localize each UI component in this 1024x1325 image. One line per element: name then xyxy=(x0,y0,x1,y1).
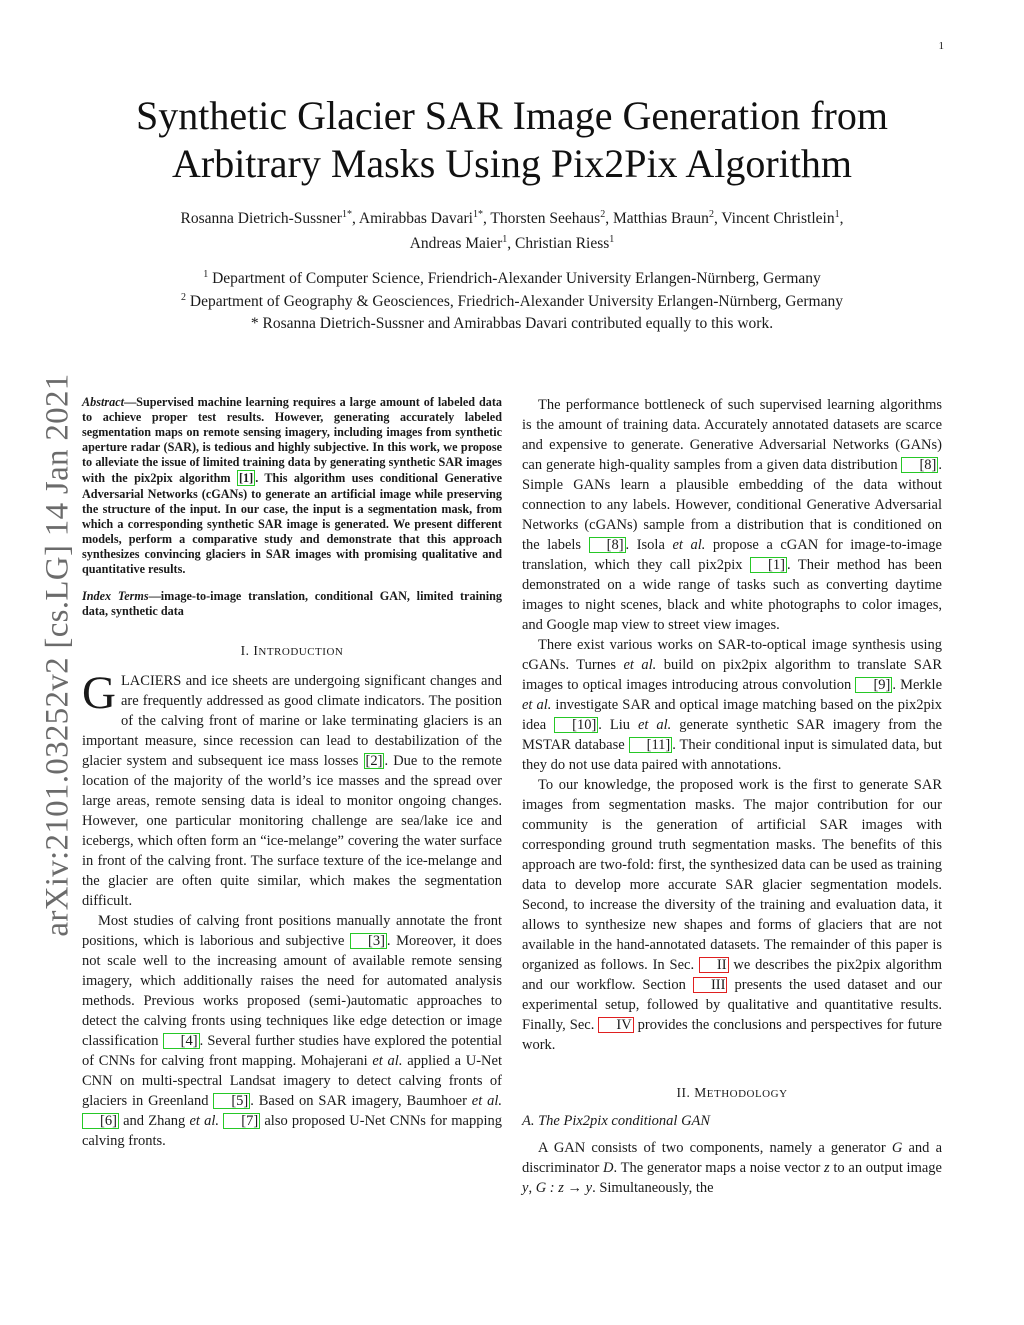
paragraph-text: . Moreover, it does not scale well to the increasing amount of available remote sensing imagery, which additionally raises the need for automated analysis methods. Previous works proposed (semi-)automatic approaches to detect the calving fronts using techniques like edge detection or image classification xyxy=(82,933,502,1050)
math-symbol: G xyxy=(891,1140,903,1156)
paragraph-text: to an output image xyxy=(829,1160,942,1176)
citation-link[interactable]: [10] xyxy=(554,717,598,733)
paragraph-text: , xyxy=(528,1180,536,1196)
equal-contribution-note: * Rosanna Dietrich-Sussner and Amirabbas Davari contributed equally to this work. xyxy=(250,315,774,332)
index-terms-text: —image-to-image translation, conditional GAN, limited training data, synthetic data xyxy=(82,589,502,619)
paragraph-text: and Zhang xyxy=(118,1113,190,1130)
et-al: et al. xyxy=(672,537,706,553)
abstract-text: —Supervised machine learning requires a large amount of labeled data to achieve proper test results. However, generating accurately labeled segmentation maps on remote sensing imagery, including images from synthetic aperture radar (SAR), is tedious and highly subjective. In this work, we propose to alleviate the issue of limited training data by generating synthetic SAR images with the pix2pix algorithm xyxy=(82,395,502,486)
citation-link[interactable]: [1] xyxy=(238,471,254,486)
section-title-initial: I xyxy=(253,643,259,659)
affiliation-mark: 2 xyxy=(181,291,187,303)
intro-paragraph-1 xyxy=(82,667,502,911)
affiliation-list xyxy=(80,268,944,336)
index-terms-label: Index Terms xyxy=(82,589,149,604)
author-affiliation-mark: 2 xyxy=(600,208,606,220)
author-list: Rosanna Dietrich-Sussner$^{1*}$, Amirabbas Davari$^{1*}$, Thorsten Seehaus$^2$, Matthias Braun$^2$, Vincent Christlein$^1$, Andreas Maier$^1$, Christian Riess$^1$ xyxy=(180,208,844,252)
section-numeral: II. xyxy=(676,1085,691,1100)
title-line-2: Arbitrary Masks Using Pix2Pix Algorithm xyxy=(171,141,853,186)
paragraph-text: . Isola xyxy=(625,537,673,553)
methodology-paragraph-1 xyxy=(522,1138,942,1198)
left-column xyxy=(82,395,502,1151)
paragraph-text: The performance bottleneck of such supervised learning algorithms is the amount of training data. Accurately annotated datasets are scarce and expensive to generate. Generative Adversarial Networks (GANs) can generate high-quality samples from a given data distribution xyxy=(522,397,942,473)
affiliation-line xyxy=(80,291,944,314)
math-symbol: z xyxy=(824,1160,830,1176)
section-title-rest: ETHODOLOGY xyxy=(706,1088,788,1100)
paper-title xyxy=(80,92,944,188)
author-name: Vincent Christlein xyxy=(721,210,835,227)
author-affiliation-mark: 1 xyxy=(609,233,615,245)
paragraph-text: . Simultaneously, the xyxy=(592,1180,714,1196)
citation-link[interactable]: [5] xyxy=(213,1093,250,1109)
section-heading-methodology xyxy=(522,1085,942,1101)
et-al: et al. xyxy=(372,1053,403,1070)
paragraph-text: There exist various works on SAR-to-optical image synthesis using cGANs. Turnes xyxy=(522,637,942,673)
right-column xyxy=(522,395,942,1198)
citation-link[interactable]: [8] xyxy=(901,457,938,473)
arxiv-identifier: arXiv:2101.03252v2 [cs.LG] 14 Jan 2021 xyxy=(39,373,76,937)
paragraph-text: provides the conclusions and perspectives for future work. xyxy=(522,1017,942,1053)
author-affiliation-mark: 1* xyxy=(341,208,352,220)
et-al: et al. xyxy=(522,697,552,713)
title-line-1: Synthetic Glacier SAR Image Generation from xyxy=(136,93,888,138)
paragraph-text: To our knowledge, the proposed work is the first to generate SAR images from segmentation masks. The major contribution for our community is the generation of artificial SAR images with corresponding ground truth segmentation masks. The benefits of this approach are two-fold: first, the synthesized data can be used as training data to develop more accurate SAR glacier segmentation models. Second, to increase the diversity of the training and evaluation data, it allows to synthesize new shapes and forms of glaciers that are not available in the hand-annotated datasets. The remainder of this paper is organized as follows. In Sec. xyxy=(522,777,942,973)
paragraph-text: investigate SAR and optical image matching based on the pix2pix idea xyxy=(522,697,942,733)
paragraph-text: LACIERS and ice sheets are undergoing significant changes and are frequently addressed as good climate indicators. The position of the calving front of marine or lake terminating glaciers is an important measure, since recession can lead to destabilization of the glacier system and subsequent ice mass losses xyxy=(82,673,502,770)
paragraph-text: applied a U-Net CNN on multi-spectral Landsat imagery to detect calving fronts of glaciers in Greenland xyxy=(82,1053,502,1110)
paragraph-text: . Their conditional input is simulated data, but they do not use data paired with annotations. xyxy=(522,737,942,773)
abstract xyxy=(82,395,502,577)
et-al: et al. xyxy=(623,657,657,673)
paragraph-text: A GAN consists of two components, namely a generator xyxy=(538,1140,892,1156)
author-name: Matthias Braun xyxy=(612,210,709,227)
intro-paragraph-2 xyxy=(82,911,502,1151)
paragraph-text: . The generator maps a noise vector xyxy=(613,1160,825,1176)
paragraph-text: . Liu xyxy=(598,717,638,733)
section-link[interactable]: IV xyxy=(598,1017,633,1033)
author-name: Christian Riess xyxy=(514,235,610,252)
paragraph-text: . Several further studies have explored the potential of CNNs for calving front mapping. Mohajerani xyxy=(82,1033,502,1070)
intro-paragraph-5 xyxy=(522,775,942,1055)
paragraph-text: we describes the pix2pix algorithm and our workflow. Section xyxy=(522,957,942,993)
et-al: et al. xyxy=(637,717,672,733)
affiliation-line xyxy=(80,268,944,291)
affiliation-mark: 1 xyxy=(203,268,209,280)
author-name: Thorsten Seehaus xyxy=(490,210,601,227)
author-affiliation-mark: 1 xyxy=(834,208,840,220)
page-number: 1 xyxy=(938,40,944,52)
math-symbol: y xyxy=(522,1180,529,1196)
paragraph-text: and a discriminator xyxy=(522,1140,943,1176)
affiliation-text: Department of Geography & Geosciences, Friedrich-Alexander University Erlangen-Nürnberg, Germany xyxy=(189,292,843,310)
citation-link[interactable]: [9] xyxy=(855,677,892,693)
affiliation-text: Department of Computer Science, Friendrich-Alexander University Erlangen-Nürnberg, Germany xyxy=(212,270,821,287)
paragraph-text: presents the used dataset and our experimental setup, followed by qualitative and quantitative results. Finally, Sec. xyxy=(522,977,942,1033)
drop-cap: G xyxy=(82,667,116,720)
intro-paragraph-3 xyxy=(522,395,942,635)
index-terms xyxy=(82,589,502,619)
author-name: Andreas Maier xyxy=(409,235,503,252)
citation-link[interactable]: [2] xyxy=(365,753,383,770)
section-numeral: I. xyxy=(240,643,250,659)
abstract-label: Abstract xyxy=(82,395,124,409)
intro-paragraph-4 xyxy=(522,635,942,775)
math-symbol: D xyxy=(603,1160,614,1176)
author-name: Rosanna Dietrich-Sussner xyxy=(180,210,342,227)
citation-link[interactable]: [1] xyxy=(750,557,787,573)
author-affiliation-mark: 1 xyxy=(502,233,508,245)
paragraph-text: also proposed U-Net CNNs for mapping calving fronts. xyxy=(82,1113,502,1150)
paragraph-text: generate synthetic SAR imagery from the MSTAR database xyxy=(522,717,943,753)
math-expression: G : z → y xyxy=(535,1180,593,1196)
paragraph-text: build on pix2pix algorithm to translate SAR images to optical images introducing atrous convolution xyxy=(522,657,942,693)
citation-link[interactable]: [3] xyxy=(350,933,387,949)
paragraph-text: Most studies of calving front positions manually annotate the front positions, which is laborious and subjective xyxy=(82,913,502,950)
section-link[interactable]: III xyxy=(693,977,728,993)
paragraph-text: . Simple GANs learn a plausible embedding of the data without connection to any labels. However, conditional Generative Adversarial Networks (cGANs) sample from a distribution that is conditioned on the labels xyxy=(522,457,942,553)
section-title-initial: M xyxy=(694,1085,707,1100)
citation-link[interactable]: [6] xyxy=(82,1113,119,1129)
section-heading-introduction xyxy=(82,643,502,659)
et-al: et al. xyxy=(189,1113,220,1130)
citation-link[interactable]: [11] xyxy=(629,737,673,753)
subsection-heading: A. The Pix2pix conditional GAN xyxy=(522,1113,711,1129)
citation-link[interactable]: [8] xyxy=(589,537,626,553)
author-affiliation-mark: 1* xyxy=(472,208,483,220)
paragraph-text: . Due to the remote location of the majority of the world’s ice masses and the spread over large areas, remote sensing data is ideal to monitor ongoing changes. However, one particular monitoring challenge are sea/lake ice and icebergs, which often form an “ice-melange” covering the water surface in front of the calving front. The surface texture of the ice-melange and the glacier are often quite similar, which makes the segmentation difficult. xyxy=(82,753,502,910)
citation-link[interactable]: [7] xyxy=(223,1113,260,1129)
paragraph-text: . Based on SAR imagery, Baumhoer xyxy=(250,1093,472,1110)
paragraph-text: propose a cGAN for image-to-image translation, which they call pix2pix xyxy=(522,537,942,573)
abstract-text: . This algorithm uses conditional Generative Adversarial Networks (cGANs) to generate an artificial image while preserving the structure of the input. In our case, the input is a segmentation mask, from which a corresponding synthetic SAR image is generated. We present different models, perform a comparative study and demonstrate that this approach synthesizes convincing glaciers in SAR images with promising qualitative and quantitative results. xyxy=(82,471,502,577)
author-affiliation-mark: 2 xyxy=(708,208,714,220)
paragraph-text: . Merkle xyxy=(892,677,942,693)
author-name: Amirabbas Davari xyxy=(358,210,473,227)
citation-link[interactable]: [4] xyxy=(163,1033,200,1049)
section-title-rest: NTRODUCTION xyxy=(258,646,344,659)
paragraph-text: . Their method has been demonstrated on a wide range of tasks such as converting daytime images to night scenes, black and white photographs to color images, and Google map view to street view images. xyxy=(522,557,942,633)
section-link[interactable]: II xyxy=(699,957,729,973)
et-al: et al. xyxy=(471,1093,502,1110)
